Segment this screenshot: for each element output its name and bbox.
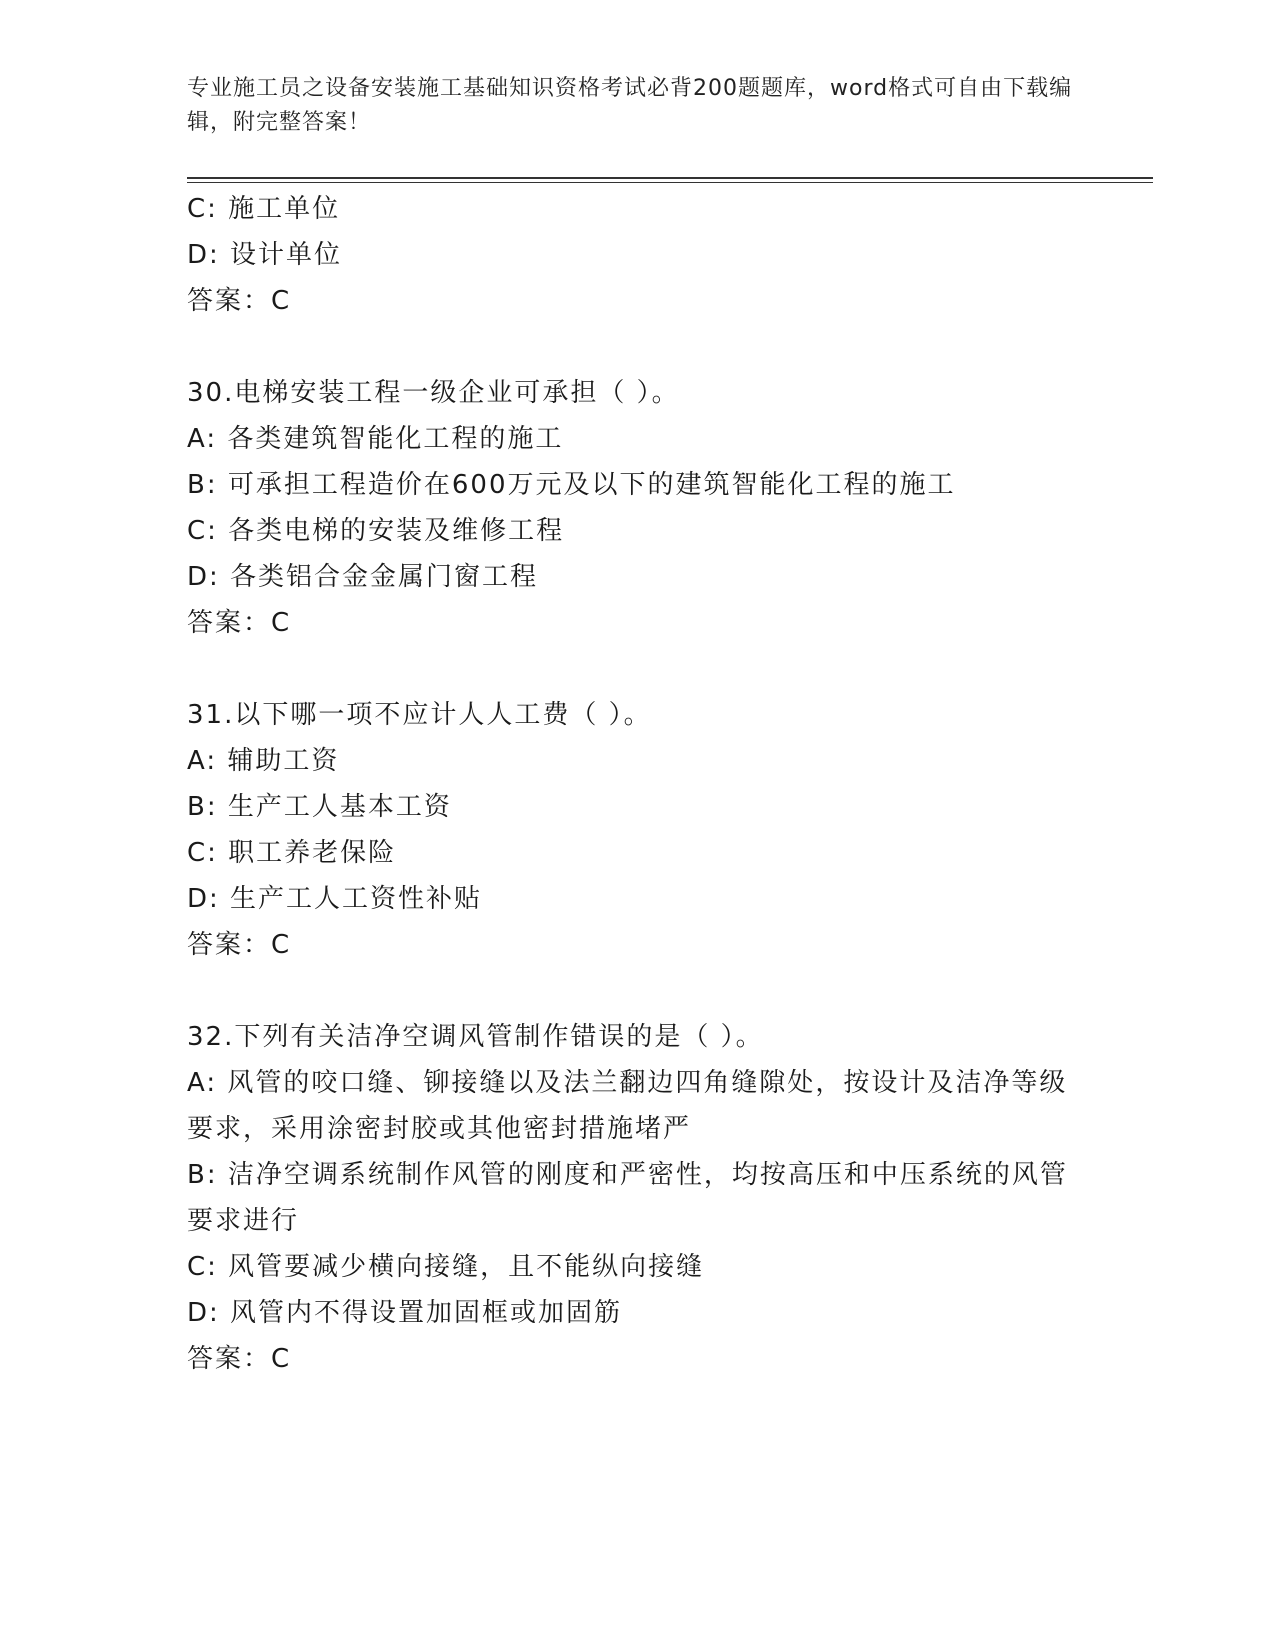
question-title: 32.下列有关洁净空调风管制作错误的是（ ）。 [187, 1022, 764, 1052]
question-block-30 [187, 370, 1087, 646]
question-content [187, 186, 1087, 1382]
spacer [187, 324, 1087, 370]
answer-line: 答案：C [187, 286, 292, 316]
spacer [187, 646, 1087, 692]
header-divider-thin [187, 182, 1153, 183]
question-block-previous [187, 186, 1087, 324]
option-b: B: 可承担工程造价在600万元及以下的建筑智能化工程的施工 [187, 470, 956, 500]
header-divider-thick [187, 177, 1153, 179]
option-c: C: 施工单位 [187, 194, 341, 224]
spacer [187, 968, 1087, 1014]
answer-line: 答案：C [187, 1344, 292, 1374]
option-a: A: 各类建筑智能化工程的施工 [187, 424, 564, 454]
option-a: A: 辅助工资 [187, 746, 340, 776]
question-title: 31.以下哪一项不应计人人工费（ ）。 [187, 700, 652, 730]
option-c: C: 职工养老保险 [187, 838, 397, 868]
option-d: D: 生产工人工资性补贴 [187, 884, 483, 914]
option-c: C: 各类电梯的安装及维修工程 [187, 516, 565, 546]
option-d: D: 风管内不得设置加固框或加固筋 [187, 1298, 623, 1328]
question-block-32 [187, 1014, 1087, 1382]
option-b: B: 生产工人基本工资 [187, 792, 452, 822]
option-d: D: 各类铝合金金属门窗工程 [187, 562, 539, 592]
answer-line: 答案：C [187, 930, 292, 960]
option-a: A: 风管的咬口缝、铆接缝以及法兰翻边四角缝隙处，按设计及洁净等级要求，采用涂密封胶或其他密封措施堵严 [187, 1068, 1068, 1144]
question-block-31 [187, 692, 1087, 968]
document-header: 专业施工员之设备安装施工基础知识资格考试必背200题题库，word格式可自由下载编辑，附完整答案！ [187, 76, 1073, 135]
option-d: D: 设计单位 [187, 240, 343, 270]
option-b: B: 洁净空调系统制作风管的刚度和严密性，均按高压和中压系统的风管要求进行 [187, 1160, 1068, 1236]
question-title: 30.电梯安装工程一级企业可承担（ ）。 [187, 378, 680, 408]
option-c: C: 风管要减少横向接缝，且不能纵向接缝 [187, 1252, 705, 1282]
answer-line: 答案：C [187, 608, 292, 638]
